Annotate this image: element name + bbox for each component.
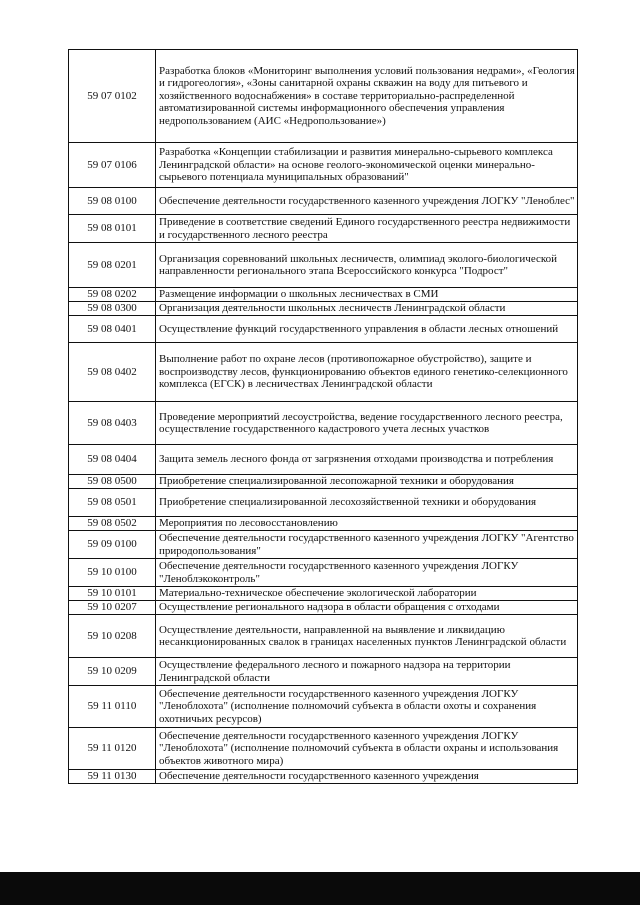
row-description: Осуществление федерального лесного и пожарного надзора на территории Ленинградской области <box>156 658 578 686</box>
row-description: Осуществление деятельности, направленной на выявление и ликвидацию несанкционированных свалок в границах населенных пунктов Ленинградской области <box>156 615 578 658</box>
row-code: 59 11 0120 <box>69 728 156 770</box>
row-description: Обеспечение деятельности государственного казенного учреждения <box>156 770 578 784</box>
row-description: Материально-техническое обеспечение экологической лаборатории <box>156 587 578 601</box>
table-row <box>69 559 578 587</box>
row-code: 59 08 0404 <box>69 445 156 475</box>
row-code: 59 08 0100 <box>69 188 156 215</box>
row-code: 59 08 0201 <box>69 243 156 288</box>
row-code: 59 08 0501 <box>69 489 156 517</box>
row-description: Разработка «Концепции стабилизации и развития минерально-сырьевого комплекса Ленинградской области» на основе геолого-экономической оценки минерально-сырьевого потенциала муниципальных образований" <box>156 143 578 188</box>
table-row <box>69 343 578 402</box>
table-row <box>69 686 578 728</box>
row-description: Обеспечение деятельности государственного казенного учреждения ЛОГКУ "Агентство природопользования" <box>156 531 578 559</box>
table-row <box>69 587 578 601</box>
budget-code-table <box>68 49 578 784</box>
row-code: 59 08 0500 <box>69 475 156 489</box>
table-row <box>69 601 578 615</box>
row-code: 59 10 0208 <box>69 615 156 658</box>
row-description: Обеспечение деятельности государственного казенного учреждения ЛОГКУ "Леноблэкоконтроль" <box>156 559 578 587</box>
row-description: Мероприятия по лесовосстановлению <box>156 517 578 531</box>
table-row <box>69 188 578 215</box>
row-description: Обеспечение деятельности государственного казенного учреждения ЛОГКУ "Леноблес" <box>156 188 578 215</box>
row-code: 59 08 0401 <box>69 316 156 343</box>
row-code: 59 10 0209 <box>69 658 156 686</box>
row-description: Приведение в соответствие сведений Единого государственного реестра недвижимости и государственного лесного реестра <box>156 215 578 243</box>
row-code: 59 10 0207 <box>69 601 156 615</box>
table-row <box>69 615 578 658</box>
table-row <box>69 316 578 343</box>
table-row <box>69 489 578 517</box>
table-row <box>69 658 578 686</box>
table-row <box>69 728 578 770</box>
table-row <box>69 531 578 559</box>
row-code: 59 08 0502 <box>69 517 156 531</box>
row-description: Приобретение специализированной лесохозяйственной техники и оборудования <box>156 489 578 517</box>
table-row <box>69 445 578 475</box>
row-description: Разработка блоков «Мониторинг выполнения условий пользования недрами», «Геология и гидрогеология», «Зоны санитарной охраны скважин на воду для питьевого и хозяйственного водоснабжения» в составе территориально-распределенной автоматизированной системы информационного обеспечения управления недропользованием (АИС «Недропользование») <box>156 50 578 143</box>
row-code: 59 07 0106 <box>69 143 156 188</box>
row-code: 59 07 0102 <box>69 50 156 143</box>
table-row <box>69 143 578 188</box>
row-code: 59 11 0130 <box>69 770 156 784</box>
row-code: 59 11 0110 <box>69 686 156 728</box>
row-description: Приобретение специализированной лесопожарной техники и оборудования <box>156 475 578 489</box>
row-description: Осуществление функций государственного управления в области лесных отношений <box>156 316 578 343</box>
row-code: 59 08 0300 <box>69 302 156 316</box>
table-row <box>69 475 578 489</box>
row-description: Проведение мероприятий лесоустройства, ведение государственного лесного реестра, осуществление государственного кадастрового учета лесных участков <box>156 402 578 445</box>
row-code: 59 08 0402 <box>69 343 156 402</box>
row-code: 59 08 0403 <box>69 402 156 445</box>
table-row <box>69 402 578 445</box>
row-code: 59 08 0202 <box>69 288 156 302</box>
row-code: 59 10 0100 <box>69 559 156 587</box>
row-description: Защита земель лесного фонда от загрязнения отходами производства и потребления <box>156 445 578 475</box>
scan-bottom-border <box>0 872 640 905</box>
table-row <box>69 288 578 302</box>
row-description: Осуществление регионального надзора в области обращения с отходами <box>156 601 578 615</box>
table-row <box>69 302 578 316</box>
row-code: 59 09 0100 <box>69 531 156 559</box>
table-row <box>69 770 578 784</box>
table-row <box>69 215 578 243</box>
row-description: Организация деятельности школьных лесничеств Ленинградской области <box>156 302 578 316</box>
row-description: Организация соревнований школьных лесничеств, олимпиад эколого-биологической направленности регионального этапа Всероссийского конкурса "Подрост" <box>156 243 578 288</box>
row-code: 59 08 0101 <box>69 215 156 243</box>
row-description: Обеспечение деятельности государственного казенного учреждения ЛОГКУ "Леноблохота" (исполнение полномочий субъекта в области охоты и сохранения охотничьих ресурсов) <box>156 686 578 728</box>
table-row <box>69 517 578 531</box>
row-description: Обеспечение деятельности государственного казенного учреждения ЛОГКУ "Леноблохота" (исполнение полномочий субъекта в области охраны и использования объектов животного мира) <box>156 728 578 770</box>
row-description: Выполнение работ по охране лесов (противопожарное обустройство), защите и воспроизводству лесов, функционированию объектов единого генетико-селекционного комплекса (ЕГСК) в лесничествах Ленинградской области <box>156 343 578 402</box>
row-code: 59 10 0101 <box>69 587 156 601</box>
table-row <box>69 243 578 288</box>
table-row <box>69 50 578 143</box>
row-description: Размещение информации о школьных лесничествах в СМИ <box>156 288 578 302</box>
